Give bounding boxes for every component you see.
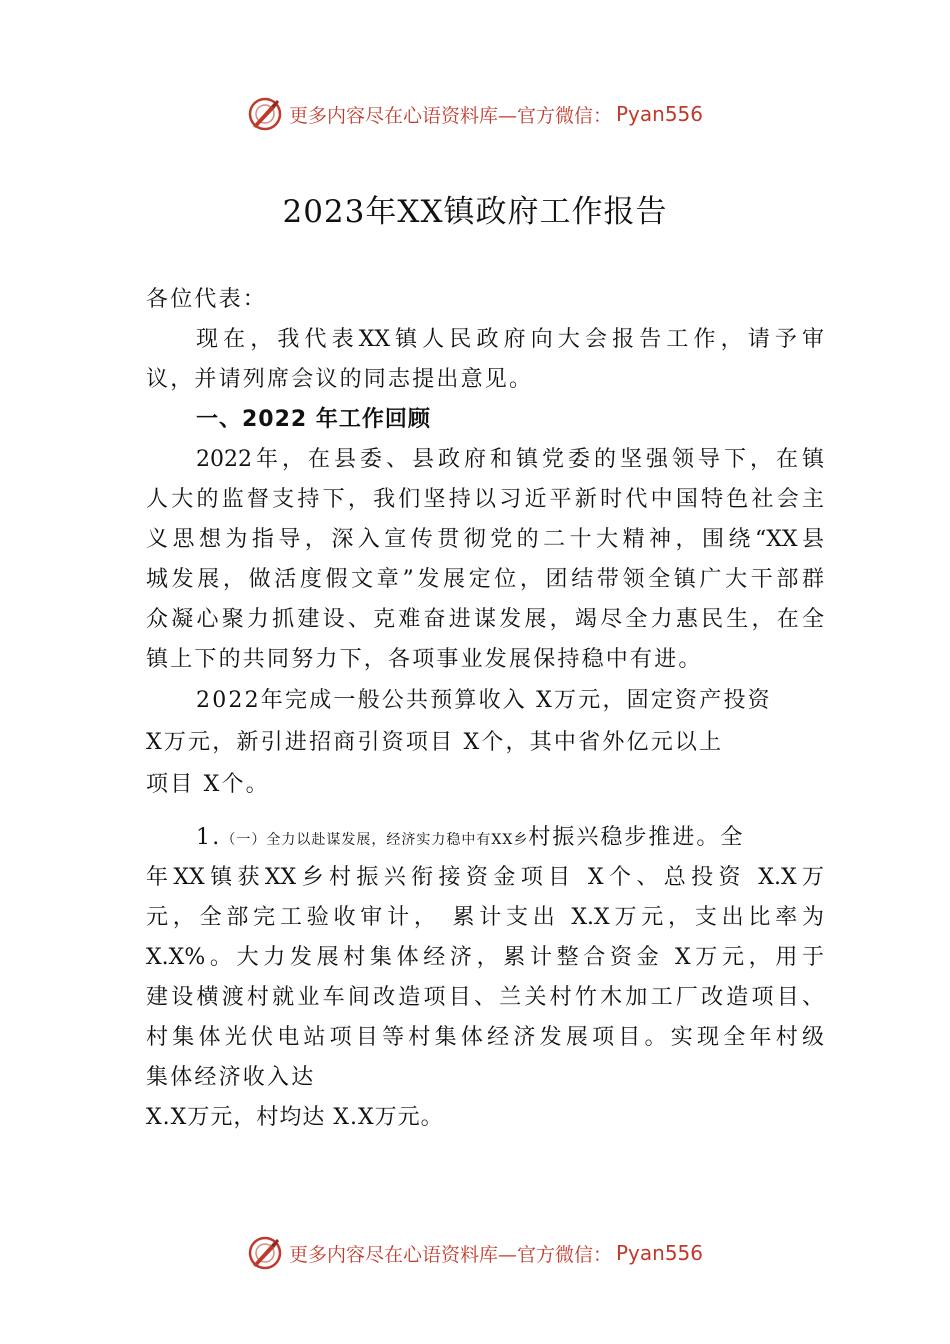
subsection-lead: [146, 818, 824, 858]
watermark-wechat-id: Pyan556: [616, 1241, 704, 1265]
paragraph-line: 义思想为指导，深入宣传贯彻党的二十大精神，围绕“XX县: [146, 527, 824, 552]
footer-watermark: [0, 1231, 950, 1275]
subsection-small-heading: （一）全力以赴谋发展，经济实力稳中有XX乡: [221, 832, 529, 848]
paragraph-line: 年XX镇获XX乡村振兴衔接资金项目 X个、总投资 X.X万: [146, 865, 824, 890]
paragraph-line: 元，全部完工验收审计， 累计支出 X.X万元，支出比率为: [146, 905, 824, 930]
document-body: [146, 280, 824, 1138]
paragraph-line: 镇上下的共同努力下，各项事业发展保持稳中有进。: [146, 647, 703, 672]
paragraph-line: 村集体光伏电站项目等村集体经济发展项目。实现全年村级: [146, 1025, 824, 1050]
brush-logo-icon: [247, 1235, 283, 1271]
paragraph-line: 人大的监督支持下，我们坚持以习近平新时代中国特色社会主: [146, 487, 824, 512]
paragraph-line: 2022年完成一般公共预算收入 X万元，固定资产投资: [196, 688, 772, 713]
paragraph-line: 集体经济收入达: [146, 1065, 316, 1090]
paragraph-line: X.X%。大力发展村集体经济，累计整合资金 X万元，用于: [146, 945, 824, 970]
header-watermark: [0, 92, 950, 136]
subsection-lead-rest: 村振兴稳步推进。全: [528, 825, 745, 850]
brush-logo-icon: [247, 96, 283, 132]
section-heading: 一、2022 年工作回顾: [196, 407, 431, 432]
paragraph-line: 项目 X个。: [146, 772, 270, 797]
paragraph-line: X.X万元，村均达 X.X万元。: [146, 1105, 444, 1130]
intro-line: 议，并请列席会议的同志提出意见。: [146, 367, 534, 392]
watermark-text: 更多内容尽在心语资料库—官方微信：: [288, 104, 612, 127]
paragraph-line: 城发展，做活度假文章”发展定位，团结带领全镇广大干部群: [146, 567, 824, 592]
subsection-number: 1.: [196, 825, 222, 850]
watermark-text: 更多内容尽在心语资料库—官方微信：: [288, 1243, 612, 1266]
watermark-wechat-id: Pyan556: [616, 102, 704, 126]
paragraph-line: X万元，新引进招商引资项目 X个，其中省外亿元以上: [146, 730, 724, 755]
salutation: 各位代表：: [146, 287, 268, 312]
paragraph-line: 2022年，在县委、县政府和镇党委的坚强领导下，在镇: [196, 447, 824, 472]
paragraph-line: 众凝心聚力抓建设、克难奋进谋发展，竭尽全力惠民生，在全: [146, 607, 824, 632]
intro-line: 现在，我代表XX镇人民政府向大会报告工作，请予审: [196, 327, 824, 352]
paragraph-line: 建设横渡村就业车间改造项目、兰关村竹木加工厂改造项目、: [146, 985, 824, 1010]
document-title: 2023年XX镇政府工作报告: [282, 194, 668, 230]
